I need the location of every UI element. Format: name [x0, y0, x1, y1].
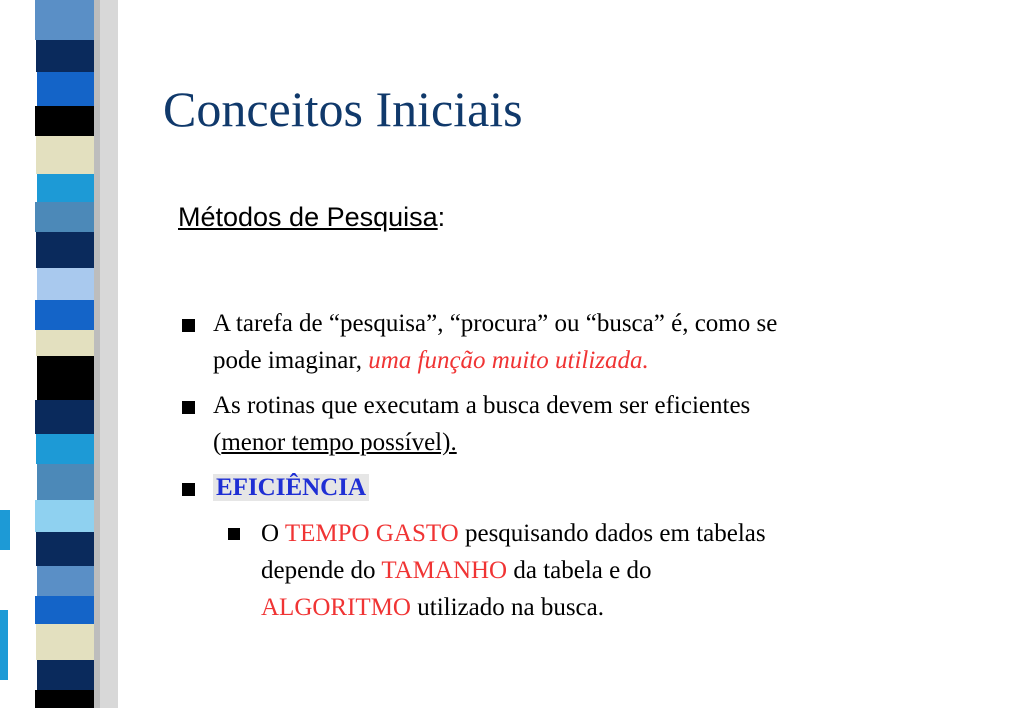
strip-block	[35, 690, 94, 708]
strip-block	[37, 566, 94, 596]
sub-bullet-line-3	[261, 589, 766, 626]
section-heading-text: Métodos de Pesquisa	[178, 202, 438, 232]
strip-block	[36, 330, 94, 356]
bullet-1-line-2	[213, 342, 777, 379]
section-heading	[178, 202, 445, 233]
bullet-2-line-1: As rotinas que executam a busca devem ser eficientes	[213, 392, 751, 419]
slide-title: Conceitos Iniciais	[163, 81, 523, 137]
strip-block	[35, 202, 94, 232]
strip-block	[36, 434, 94, 464]
sub-bullet-text: depende do	[261, 557, 382, 584]
sub-bullet-text: pesquisando dados em tabelas	[458, 520, 766, 547]
strip-block	[37, 660, 94, 690]
sub-bullet-highlight-algorithm: ALGORITMO	[261, 594, 411, 621]
strip-block	[35, 500, 94, 532]
strip-accent	[0, 510, 10, 550]
bullet-2-underlined: menor tempo possível).	[221, 429, 457, 456]
bullet-item-3	[213, 469, 369, 506]
sub-bullet-text: O	[261, 520, 285, 547]
strip-block	[37, 174, 94, 202]
strip-accent	[0, 610, 8, 680]
sub-bullet-text: da tabela e do	[507, 557, 652, 584]
strip-block	[37, 464, 94, 500]
strip-block	[35, 400, 94, 434]
strip-block	[37, 268, 94, 300]
sub-bullet-line-2	[261, 552, 766, 589]
bullet-item-1	[213, 305, 777, 379]
section-heading-colon: :	[437, 202, 446, 232]
bullet-3-line	[213, 469, 369, 506]
efficiency-label: EFICIÊNCIA	[213, 474, 369, 501]
square-bullet-icon	[182, 319, 195, 332]
strip-block	[36, 532, 94, 566]
decorative-color-strip	[0, 0, 118, 708]
sub-bullet-text: utilizado na busca.	[411, 594, 604, 621]
square-bullet-icon	[182, 401, 195, 414]
strip-block	[37, 72, 94, 106]
bullet-2-paren: (	[213, 429, 222, 456]
square-bullet-icon	[182, 483, 195, 496]
strip-block	[35, 0, 94, 40]
strip-block	[37, 356, 94, 400]
strip-block	[35, 596, 94, 624]
strip-block	[36, 624, 94, 660]
bullet-2-line-2	[213, 424, 750, 461]
strip-block	[35, 106, 94, 136]
bullet-1-text: pode imaginar,	[213, 347, 369, 374]
sub-bullet-highlight-size: TAMANHO	[381, 557, 508, 584]
square-bullet-icon	[228, 528, 240, 540]
bullet-item-2	[213, 387, 750, 461]
sub-bullet-highlight-time: TEMPO GASTO	[284, 520, 459, 547]
strip-block	[36, 40, 94, 72]
bullet-1-line-1: A tarefa de “pesquisa”, “procura” ou “busca” é, como se	[213, 310, 778, 337]
sub-bullet-line-1	[261, 515, 766, 552]
strip-block	[36, 136, 94, 174]
strip-block	[36, 232, 94, 268]
bullet-1-highlight: uma função muito utilizada.	[368, 347, 649, 374]
strip-block	[35, 300, 94, 330]
sub-bullet-item	[261, 515, 766, 626]
